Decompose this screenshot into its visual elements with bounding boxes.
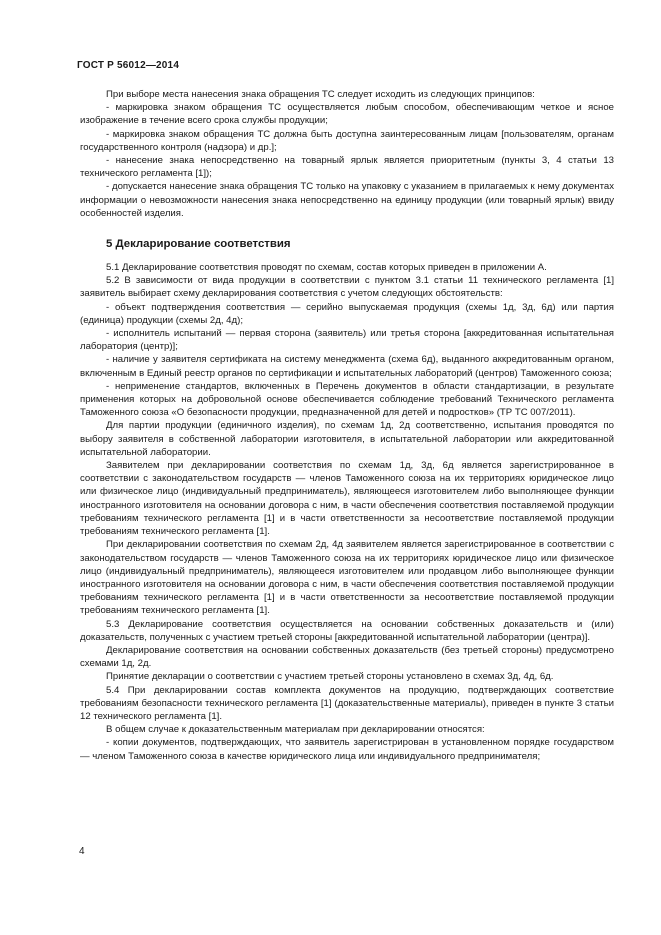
list-item: - допускается нанесение знака обращения ТС только на упаковку с указанием в прилагаемых к нему документах информации о невозможности нанесения знака непосредственно на единицу продукции (или товарный ярлык) ввиду особенностей изделия.	[80, 181, 614, 219]
list-item: - нанесение знака непосредственно на товарный ярлык является приоритетным (пункты 3, 4 статьи 13 технического регламента [1]);	[80, 155, 614, 180]
list-item: - объект подтверждения соответствия — серийно выпускаемая продукция (схемы 1д, 3д, 6д) или партия (единица) продукции (схемы 2д, 4д);	[80, 301, 614, 326]
list-item: - копии документов, подтверждающих, что заявитель зарегистрирован в установленном порядке государством — членом Таможенного союза в качестве юридического лица или индивидуального предпринимателя;	[80, 737, 614, 762]
list-item: - маркировка знаком обращения ТС осуществляется любым способом, обеспечивающим четкое и ясное изображение в течение всего срока службы продукции;	[80, 102, 614, 127]
paragraph: 5.4 При декларировании состав комплекта документов на продукцию, подтверждающих соответствие требованиям безопасности технического регламента [1] (доказательственные материалы), приведен в пункте 3 статьи 12 технического регламента [1].	[80, 684, 614, 722]
document-body	[80, 88, 614, 763]
list-item: - наличие у заявителя сертификата на систему менеджмента (схема 6д), выданного аккредитованным органом, включенным в Единый реестр органов по сертификации и испытательных лабораторий (центров) Таможенного союза;	[80, 354, 614, 379]
paragraph: Заявителем при декларировании соответствия по схемам 1д, 3д, 6д является зарегистрированное в соответствии с законодательством государств — членов Таможенного союза на их территориях юридическое лицо или физическое лицо (индивидуальный предприниматель), являющееся изготовителем либо выполняющее функции иностранного изготовителя на основании договора с ним, в части обеспечения соответствия поставляемой продукции требованиям технического регламента [1] и в части ответственности за несоответствие поставляемой продукции требованиям технического регламента [1].	[80, 460, 614, 538]
section-title: 5 Декларирование соответствия	[106, 238, 291, 251]
paragraph: 5.1 Декларирование соответствия проводят по схемам, состав которых приведен в приложении А.	[106, 262, 547, 274]
paragraph: При выборе места нанесения знака обращения ТС следует исходить из следующих принципов:	[106, 89, 535, 100]
paragraph: Принятие декларации о соответствии с участием третьей стороны установлено в схемах 3д, 4д, 6д.	[106, 671, 554, 683]
paragraph: Декларирование соответствия на основании собственных доказательств (без третьей стороны) предусмотрено схемами 1д, 2д.	[80, 644, 614, 670]
list-item: - неприменение стандартов, включенных в Перечень документов в области стандартизации, в результате применения которых на добровольной основе обеспечивается соблюдение требований Технического регламента Таможенного союза «О безопасности продукции, предназначенной для детей и подростков» (ТР ТС 007/2011).	[80, 380, 614, 419]
document-header: ГОСТ Р 56012—2014	[77, 60, 180, 71]
paragraph: 5.3 Декларирование соответствия осуществляется на основании собственных доказательств и (или) доказательств, полученных с участием третьей стороны [аккредитованной испытательной лаборатории (центра)].	[80, 618, 614, 643]
list-item: - исполнитель испытаний — первая сторона (заявитель) или третья сторона [аккредитованная испытательная лаборатория (центр)];	[80, 328, 614, 353]
list-item: - маркировка знаком обращения ТС должна быть доступна заинтересованным лицам [пользователям, органам государственного контроля (надзора) и др.];	[80, 128, 614, 153]
page-number: 4	[79, 846, 85, 857]
paragraph: В общем случае к доказательственным материалам при декларировании относятся:	[106, 724, 485, 736]
paragraph: Для партии продукции (единичного изделия), по схемам 1д, 2д соответственно, испытания проводятся по выбору заявителя в собственной лаборатории изготовителя, в испытательной лаборатории или аккредитованной испытательной лаборатории.	[80, 420, 614, 458]
paragraph: При декларировании соответствия по схемам 2д, 4д заявителем является зарегистрированное в соответствии с законодательством государств — членов Таможенного союза на их территориях юридическое лицо или физическое лицо (индивидуальный предприниматель), являющееся изготовителем или продавцом либо выполняющее функции иностранного изготовителя на основании договора с ним, в части обеспечения соответствия поставляемой продукции требованиям технического регламента [1] и в части ответственности за несоответствие поставляемой продукции требованиям технического регламента [1].	[80, 539, 614, 617]
paragraph: 5.2 В зависимости от вида продукции в соответствии с пунктом 3.1 статьи 11 технического регламента [1] заявитель выбирает схему декларирования соответствия с учетом следующих обстоятельств:	[80, 275, 614, 300]
